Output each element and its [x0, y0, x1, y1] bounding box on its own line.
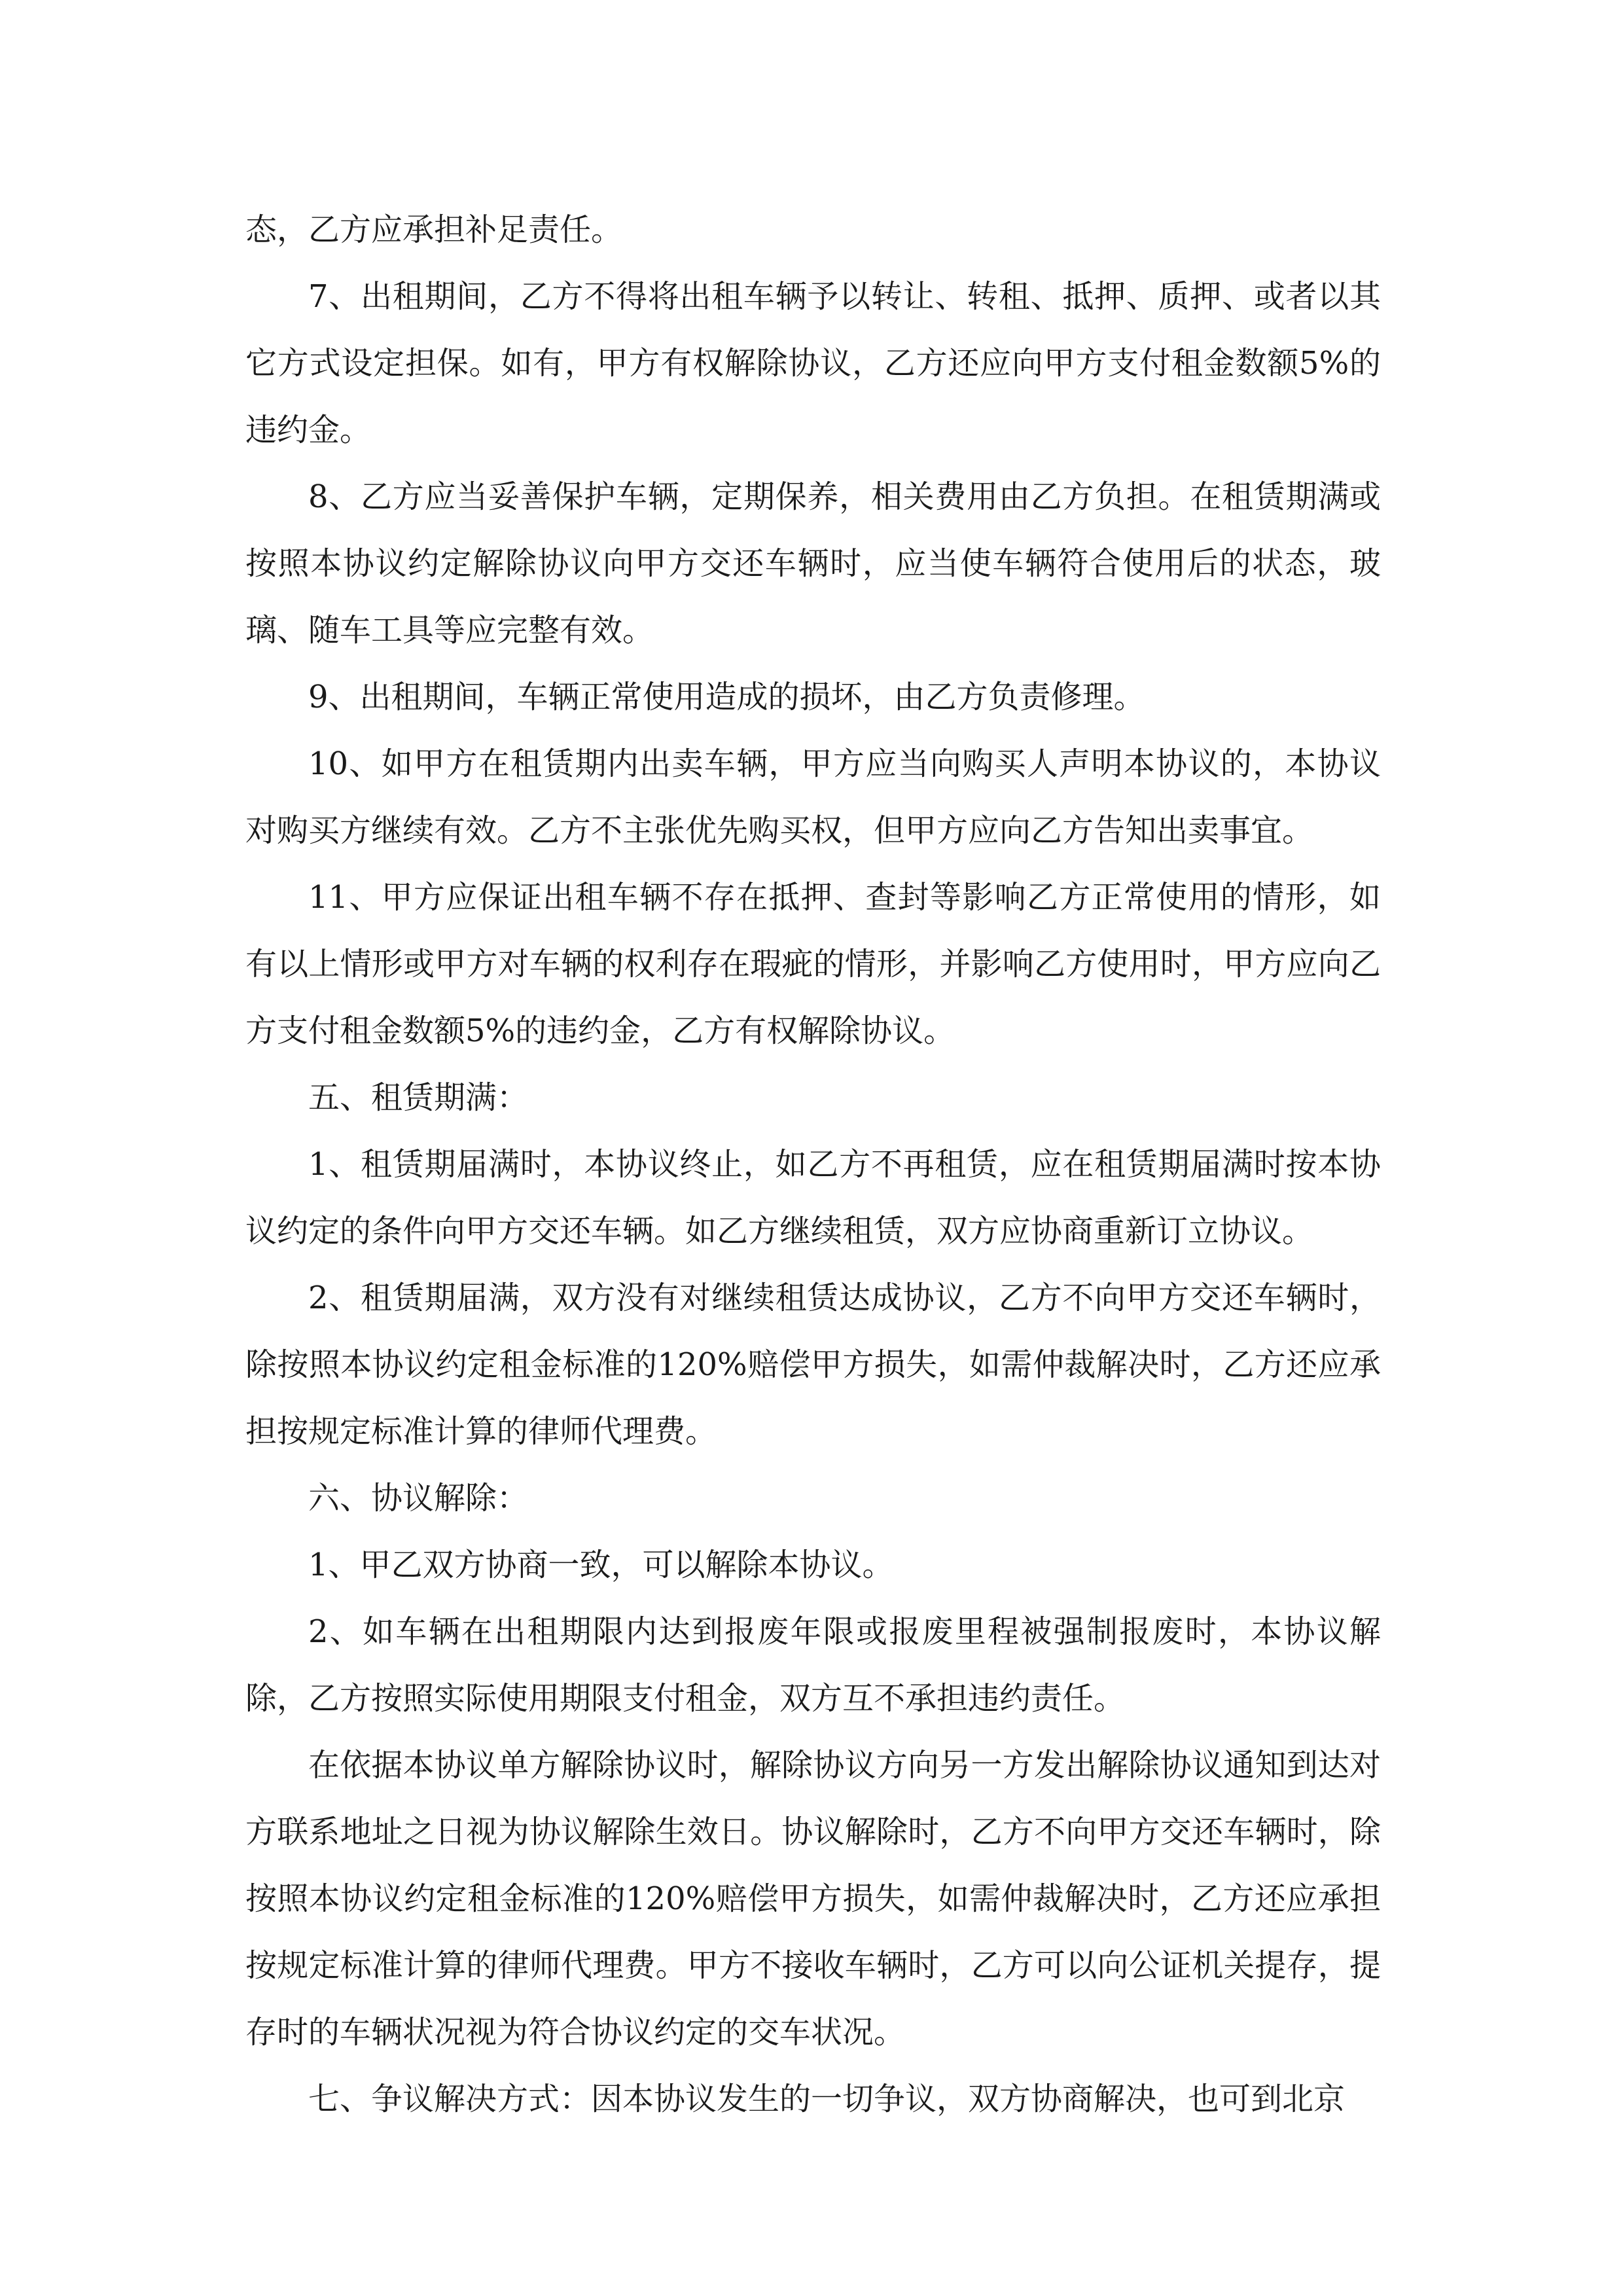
paragraph-termination-1: 1、甲乙双方协商一致，可以解除本协议。 — [308, 1547, 894, 1583]
paragraph-termination-2: 2、如车辆在出租期限内达到报废年限或报废里程被强制报废时，本协议解除，乙方按照实际使用期限支付租金，双方互不承担违约责任。 — [245, 1613, 1381, 1717]
paragraph-continuation: 态，乙方应承担补足责任。 — [245, 211, 623, 248]
paragraph-expiry-2: 2、租赁期届满，双方没有对继续租赁达成协议，乙方不向甲方交还车辆时，除按照本协议约定租金标准的120%赔偿甲方损失，如需仲裁解决时，乙方还应承担按规定标准计算的律师代理费。 — [245, 1280, 1381, 1450]
paragraph-clause-7: 7、出租期间，乙方不得将出租车辆予以转让、转租、抵押、质押、或者以其它方式设定担保。如有，甲方有权解除协议，乙方还应向甲方支付租金数额5%的违约金。 — [245, 278, 1381, 448]
paragraph-clause-11: 11、甲方应保证出租车辆不存在抵押、查封等影响乙方正常使用的情形，如有以上情形或甲方对车辆的权利存在瑕疵的情形，并影响乙方使用时，甲方应向乙方支付租金数额5%的违约金，乙方有权解除协议。 — [245, 879, 1381, 1049]
document-body — [245, 196, 1381, 2132]
paragraph-unilateral-termination: 在依据本协议单方解除协议时，解除协议方向另一方发出解除协议通知到达对方联系地址之日视为协议解除生效日。协议解除时，乙方不向甲方交还车辆时，除按照本协议约定租金标准的120%赔偿甲方损失，如需仲裁解决时，乙方还应承担按规定标准计算的律师代理费。甲方不接收车辆时，乙方可以向公证机关提存，提存时的车辆状况视为符合协议约定的交车状况。 — [245, 1747, 1381, 2051]
section-heading-termination: 六、协议解除： — [308, 1480, 529, 1516]
paragraph-clause-10: 10、如甲方在租赁期内出卖车辆，甲方应当向购买人声明本协议的，本协议对购买方继续有效。乙方不主张优先购买权，但甲方应向乙方告知出卖事宜。 — [245, 745, 1381, 849]
paragraph-expiry-1: 1、租赁期届满时，本协议终止，如乙方不再租赁，应在租赁期届满时按本协议约定的条件向甲方交还车辆。如乙方继续租赁，双方应协商重新订立协议。 — [245, 1146, 1381, 1249]
section-heading-lease-expiry: 五、租赁期满： — [308, 1079, 529, 1116]
section-heading-dispute-resolution: 七、争议解决方式：因本协议发生的一切争议，双方协商解决，也可到北京 — [308, 2081, 1346, 2117]
paragraph-clause-8: 8、乙方应当妥善保护车辆，定期保养，相关费用由乙方负担。在租赁期满或按照本协议约定解除协议向甲方交还车辆时，应当使车辆符合使用后的状态，玻璃、随车工具等应完整有效。 — [245, 478, 1381, 649]
paragraph-clause-9: 9、出租期间，车辆正常使用造成的损坏，由乙方负责修理。 — [308, 679, 1145, 715]
